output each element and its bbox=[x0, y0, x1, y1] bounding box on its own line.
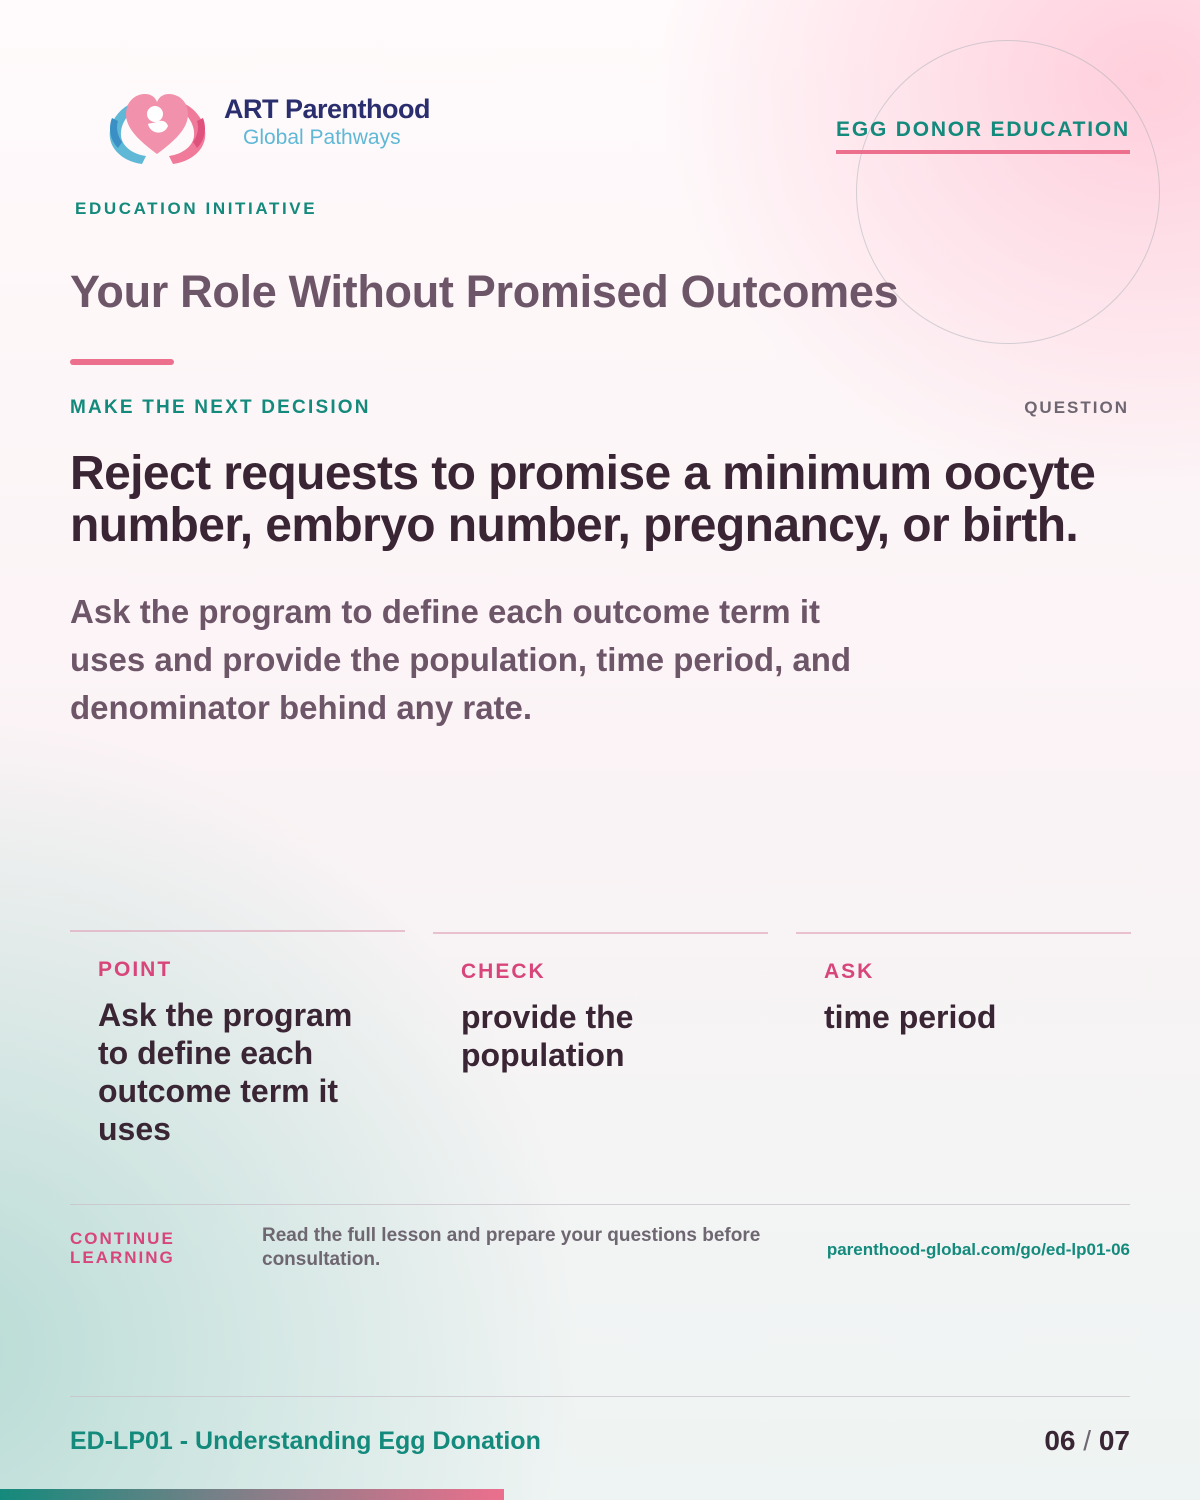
page-title: Your Role Without Promised Outcomes bbox=[70, 266, 899, 317]
brand-name: ART Parenthood bbox=[224, 94, 430, 124]
card-label: POINT bbox=[98, 958, 173, 981]
cta-label: CONTINUE LEARNING bbox=[70, 1229, 175, 1267]
card-label: ASK bbox=[824, 960, 875, 983]
question-lede: Ask the program to define each outcome term it uses and provide the population, time period, and denominator behind any rate. bbox=[70, 593, 852, 726]
initiative-label: EDUCATION INITIATIVE bbox=[75, 199, 318, 218]
page-current: 06 bbox=[1044, 1425, 1076, 1456]
series-label: EGG DONOR EDUCATION bbox=[836, 118, 1130, 154]
progress-bar bbox=[0, 1489, 504, 1500]
card-check bbox=[433, 932, 768, 1074]
decorative-circle bbox=[856, 40, 1160, 344]
brand-logo-icon bbox=[100, 76, 215, 171]
card-text: provide the population bbox=[461, 999, 634, 1073]
page-total: 07 bbox=[1098, 1425, 1130, 1456]
page-separator: / bbox=[1083, 1425, 1092, 1456]
card-text: Ask the program to define each outcome term it uses bbox=[98, 997, 353, 1147]
lesson-link[interactable]: parenthood-global.com/go/ed-lp01-06 bbox=[826, 1240, 1130, 1259]
section-kicker: MAKE THE NEXT DECISION bbox=[70, 397, 371, 418]
card-label: CHECK bbox=[461, 960, 546, 983]
cta-text: Read the full lesson and prepare your questions before consultation. bbox=[262, 1225, 761, 1270]
brand-subtitle: Global Pathways bbox=[243, 126, 401, 149]
page-counter bbox=[1044, 1425, 1130, 1457]
question-heading: Reject requests to promise a minimum oocyte number, embryo number, pregnancy, or birth. bbox=[70, 447, 1096, 552]
card-point bbox=[70, 930, 405, 1148]
card-text: time period bbox=[824, 999, 997, 1035]
card-ask bbox=[796, 932, 1131, 1036]
divider bbox=[70, 1204, 1130, 1205]
footer-divider bbox=[70, 1396, 1130, 1397]
title-underline bbox=[70, 359, 174, 365]
content-type-label: QUESTION bbox=[1024, 398, 1129, 417]
course-title: ED-LP01 - Understanding Egg Donation bbox=[70, 1427, 541, 1455]
